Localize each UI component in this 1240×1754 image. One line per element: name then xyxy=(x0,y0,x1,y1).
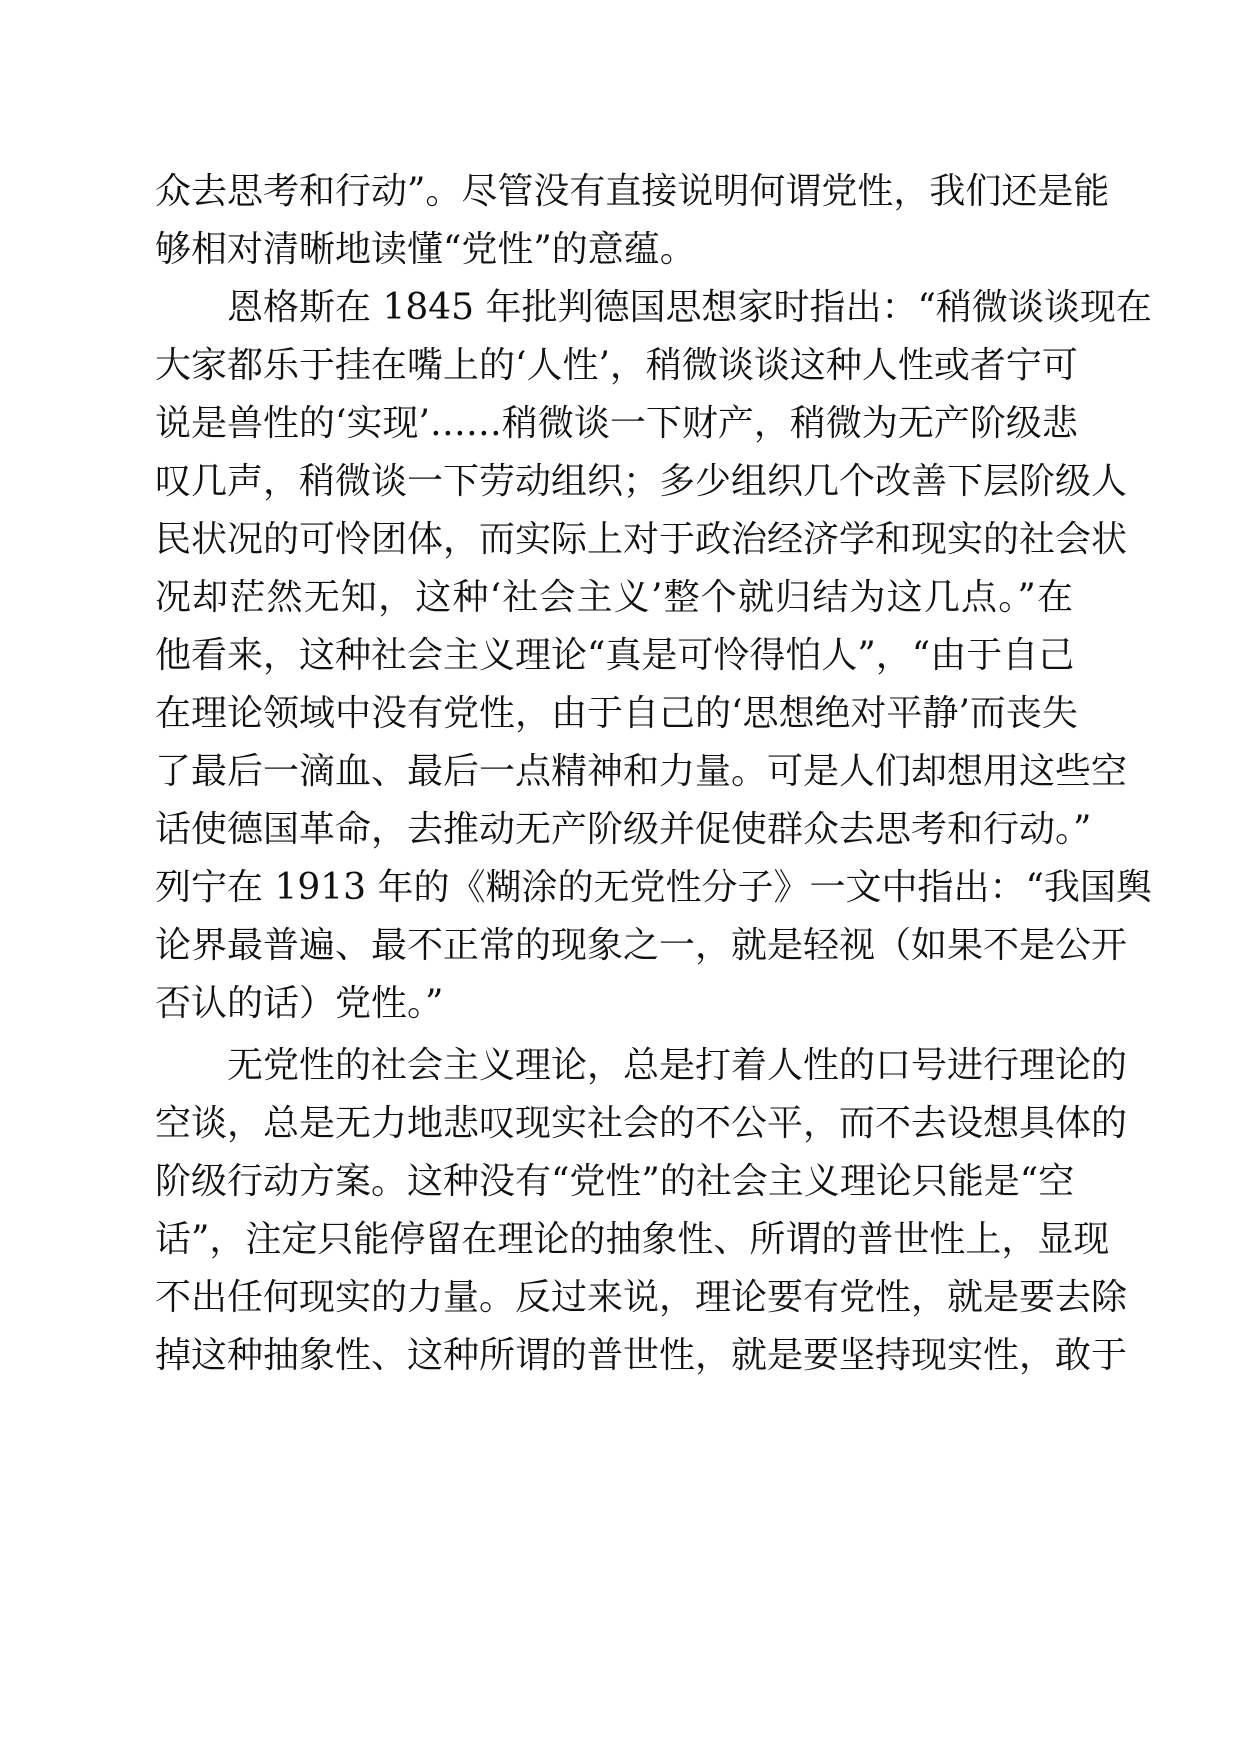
text-line: 空谈，总是无力地悲叹现实社会的不公平，而不去设想具体的 xyxy=(155,1103,1128,1144)
text-line: 了最后一滴血、最后一点精神和力量。可是人们却想用这些空 xyxy=(155,751,1128,792)
text-line: 说是兽性的‘实现’……稍微谈一下财产，稍微为无产阶级悲 xyxy=(155,403,1078,444)
text-line: 否认的话）党性。” xyxy=(155,983,444,1024)
text-line: 论界最普遍、最不正常的现象之一，就是轻视（如果不是公开 xyxy=(155,925,1128,966)
text-line: 民状况的可怜团体，而实际上对于政治经济学和现实的社会状 xyxy=(155,519,1128,560)
text-line: 况却茫然无知，这种‘社会主义’整个就归结为这几点。”在 xyxy=(155,577,1073,618)
text-line: 大家都乐于挂在嘴上的‘人性’，稍微谈谈这种人性或者宁可 xyxy=(155,345,1078,386)
text-line: 众去思考和行动”。尽管没有直接说明何谓党性，我们还是能 xyxy=(155,171,1110,212)
text-line: 不出任何现实的力量。反过来说，理论要有党性，就是要去除 xyxy=(155,1277,1128,1318)
text-line: 他看来，这种社会主义理论“真是可怜得怕人”，“由于自己 xyxy=(155,635,1075,676)
text-line: 无党性的社会主义理论，总是打着人性的口号进行理论的 xyxy=(227,1045,1128,1086)
text-line: 话使德国革命，去推动无产阶级并促使群众去思考和行动。” xyxy=(155,809,1092,850)
text-line: 列宁在 1913 年的《糊涂的无党性分子》一文中指出：“我国舆 xyxy=(155,867,1152,908)
text-line: 阶级行动方案。这种没有“党性”的社会主义理论只能是“空 xyxy=(155,1161,1075,1202)
text-line: 够相对清晰地读懂“党性”的意蕴。 xyxy=(155,229,696,270)
text-line: 话”，注定只能停留在理论的抽象性、所谓的普世性上，显现 xyxy=(155,1219,1110,1260)
text-line: 掉这种抽象性、这种所谓的普世性，就是要坚持现实性，敢于 xyxy=(155,1335,1128,1376)
text-line: 恩格斯在 1845 年批判德国思想家时指出：“稍微谈谈现在 xyxy=(227,287,1152,328)
text-line: 叹几声，稍微谈一下劳动组织；多少组织几个改善下层阶级人 xyxy=(155,461,1128,502)
text-line: 在理论领域中没有党性，由于自己的‘思想绝对平静’而丧失 xyxy=(155,693,1078,734)
